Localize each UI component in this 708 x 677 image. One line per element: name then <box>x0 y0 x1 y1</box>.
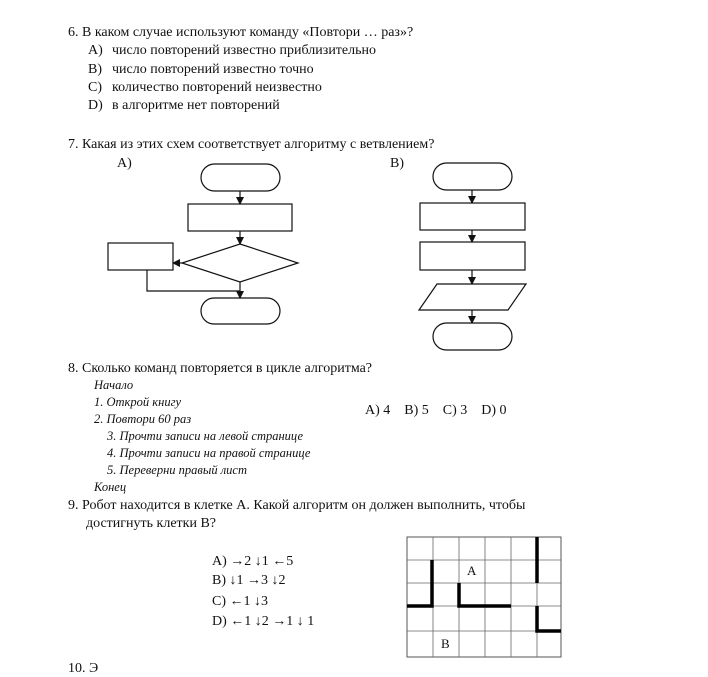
q9-option-d: D) ←1 ↓2 →1 ↓ 1 <box>212 614 315 629</box>
q8-algorithm-line-5: 5. Переверни правый лист <box>107 463 247 477</box>
q6-option-a-text: число повторений известно приблизительно <box>112 43 377 58</box>
q6-option-d-label: D) <box>88 98 103 113</box>
flowchart-a-end-terminator <box>201 298 280 324</box>
q8-algorithm-line-4: 4. Прочти записи на правой странице <box>107 446 311 460</box>
q9-title-line1: 9. Робот находится в клетке А. Какой алгоритм он должен выполнить, чтобы <box>68 498 526 513</box>
q8-algorithm-line-2: 2. Повтори 60 раз <box>94 412 192 426</box>
flowchart-a-branch-process <box>108 243 173 270</box>
robot-grid-cell-b: B <box>441 636 450 651</box>
flowchart-b-process-2 <box>420 242 525 270</box>
flowchart-b-io <box>419 284 526 310</box>
q8-answer-c: C) 3 <box>442 403 468 418</box>
flowchart-b <box>419 163 526 350</box>
q7-label-b: B) <box>390 156 404 171</box>
q9-title-line2: достигнуть клетки В? <box>86 516 216 531</box>
q8-algorithm-line-1: 1. Открой книгу <box>94 395 181 409</box>
q6-option-b-label: B) <box>88 62 102 77</box>
flowchart-a <box>108 164 298 324</box>
q6-option-c-label: C) <box>88 80 102 95</box>
flowchart-b-start-terminator <box>433 163 512 190</box>
flowchart-b-end-terminator <box>433 323 512 350</box>
flowchart-b-process-1 <box>420 203 525 230</box>
q8-answers <box>365 402 521 419</box>
flowchart-a-process <box>188 204 292 231</box>
q8-algorithm-line-3: 3. Прочти записи на левой странице <box>107 429 304 443</box>
q9-option-a: A) →2 ↓1 ←5 <box>212 554 294 569</box>
q7-title: 7. Какая из этих схем соответствует алгоритму с ветвлением? <box>68 137 435 152</box>
q8-algorithm-line-end: Конец <box>94 480 127 494</box>
q9-option-b: B) ↓1 →3 ↓2 <box>212 573 286 588</box>
q7-label-a: A) <box>117 156 132 171</box>
robot-grid-cell-a: A <box>467 563 477 578</box>
robot-grid-walls <box>407 537 561 631</box>
flowchart-a-start-terminator <box>201 164 280 191</box>
q6-option-c-text: количество повторений неизвестно <box>112 80 322 95</box>
q9-option-c: C) ←1 ↓3 <box>212 594 268 609</box>
q8-answer-b: B) 5 <box>404 403 429 418</box>
q8-algorithm-line-start: Начало <box>94 378 134 392</box>
flowchart-a-decision <box>182 244 298 282</box>
q6-title: 6. В каком случае используют команду «Повтори … раз»? <box>68 25 414 40</box>
q8-answer-a: A) 4 <box>365 403 391 418</box>
q6-option-b-text: число повторений известно точно <box>112 62 314 77</box>
q6-option-d-text: в алгоритме нет повторений <box>112 98 280 113</box>
robot-grid <box>407 537 561 657</box>
q8-title: 8. Сколько команд повторяется в цикле алгоритма? <box>68 361 373 376</box>
q6-option-a-label: A) <box>88 43 103 58</box>
q8-answer-d: D) 0 <box>481 403 507 418</box>
q10-title-partial: 10. Э <box>68 661 99 676</box>
